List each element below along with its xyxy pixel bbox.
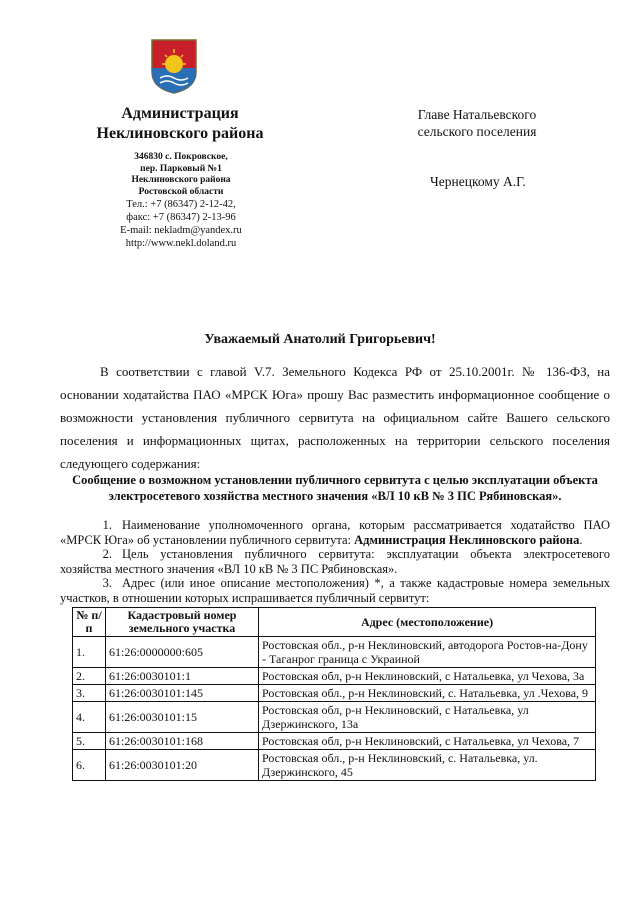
fax: факс: +7 (86347) 2-13-96	[126, 212, 236, 223]
email: E-mail: nekladm@yandex.ru	[120, 225, 242, 236]
cadastral-number: 61:26:0030101:15	[106, 702, 259, 733]
column-header-address: Адрес (местоположение)	[259, 608, 596, 637]
list-item	[60, 518, 610, 547]
sender-organization	[60, 104, 300, 144]
cadastral-number: 61:26:0030101:1	[106, 668, 259, 685]
table-row	[73, 668, 596, 685]
body-paragraph	[60, 360, 610, 475]
column-header-cadastral: Кадастровый номер земельного участка	[106, 608, 259, 637]
row-number: 5.	[73, 733, 106, 750]
plot-address: Ростовская обл, р-н Неклиновский, с Натальевка, ул Чехова, 7	[259, 733, 596, 750]
list-item	[60, 576, 610, 605]
item-text-bold: Администрация Неклиновского района	[354, 532, 580, 547]
item-number: 2.	[102, 547, 112, 561]
plot-address: Ростовская обл., р-н Неклиновский, с. Натальевка, ул. Дзержинского, 45	[259, 750, 596, 781]
item-text-suffix: .	[579, 532, 583, 547]
items-list	[60, 518, 610, 605]
address-line: 346830 с. Покровское,	[134, 152, 228, 162]
plot-address: Ростовская обл, р-н Неклиновский, с Натальевка, ул Чехова, 3а	[259, 668, 596, 685]
column-header-number: № п/п	[73, 608, 106, 637]
body-text: В соответствии с главой V.7. Земельного Кодекса РФ от 25.10.2001г. № 136-ФЗ, на основании ходатайства ПАО «МРСК Юга» прошу Вас разместить информационное сообщение о возможности установления публичного сервитута на официальном сайте Вашего сельского поселения и информационных щитах, расположенных на территории сельского поселения следующего содержания:	[60, 364, 610, 471]
item-text: Цель установления публичного сервитута: эксплуатации объекта электросетевого хозяйства местного значения «ВЛ 10 кВ № 3 ПС Рябиновская».	[60, 547, 610, 576]
item-text: Адрес (или иное описание местоположения) *, а также кадастровые номера земельных участков, в отношении которых испрашивается публичный сервитут:	[60, 576, 610, 605]
sender-address	[96, 152, 266, 198]
plot-address: Ростовская обл, р-н Неклиновский, с Натальевка, ул Дзержинского, 13а	[259, 702, 596, 733]
address-line: пер. Парковый №1	[140, 163, 222, 174]
greeting: Уважаемый Анатолий Григорьевич!	[204, 332, 436, 347]
cadastral-number: 61:26:0030101:20	[106, 750, 259, 781]
row-number: 1.	[73, 637, 106, 668]
phone: Тел.: +7 (86347) 2-12-42,	[126, 199, 236, 210]
message-subject: Сообщение о возможном установлении публичного сервитута с целью эксплуатации объекта электросетевого хозяйства местного значения «ВЛ 10 кВ № 3 ПС Рябиновская».	[72, 473, 598, 503]
item-text: Наименование уполномоченного органа, которым рассматривается ходатайство ПАО «МРСК Юга» об установлении публичного сервитута:	[60, 518, 610, 547]
cadastral-number: 61:26:0030101:145	[106, 685, 259, 702]
sender-contacts	[96, 198, 266, 250]
org-line-1: Администрация	[121, 105, 239, 122]
address-line: Неклиновского района	[131, 175, 231, 185]
row-number: 2.	[73, 668, 106, 685]
table-header-row	[73, 608, 596, 637]
recipient-line-2: сельского поселения	[417, 124, 537, 139]
table-row	[73, 733, 596, 750]
table-row	[73, 637, 596, 668]
recipient-name: Чернецкому А.Г.	[430, 174, 526, 189]
item-number: 1.	[102, 518, 112, 532]
row-number: 6.	[73, 750, 106, 781]
table-row	[73, 702, 596, 733]
plot-address: Ростовская обл., р-н Неклиновский, с. Натальевка, ул .Чехова, 9	[259, 685, 596, 702]
cadastral-number: 61:26:0000000:605	[106, 637, 259, 668]
table-row	[73, 750, 596, 781]
cadastral-number: 61:26:0030101:168	[106, 733, 259, 750]
crest-icon	[150, 38, 198, 94]
list-item	[60, 547, 610, 576]
row-number: 4.	[73, 702, 106, 733]
address-line: Ростовской области	[138, 186, 224, 197]
recipient-title	[392, 106, 562, 140]
land-plots-table	[72, 607, 596, 781]
row-number: 3.	[73, 685, 106, 702]
recipient-line-1: Главе Натальевского	[417, 107, 537, 122]
org-line-2: Неклиновского района	[96, 125, 264, 142]
website: http://www.nekl.doland.ru	[125, 238, 237, 249]
plot-address: Ростовская обл., р-н Неклиновский, автодорога Ростов-на-Дону - Таганрог граница с Украиной	[259, 637, 596, 668]
table-row	[73, 685, 596, 702]
item-number: 3.	[102, 576, 112, 590]
